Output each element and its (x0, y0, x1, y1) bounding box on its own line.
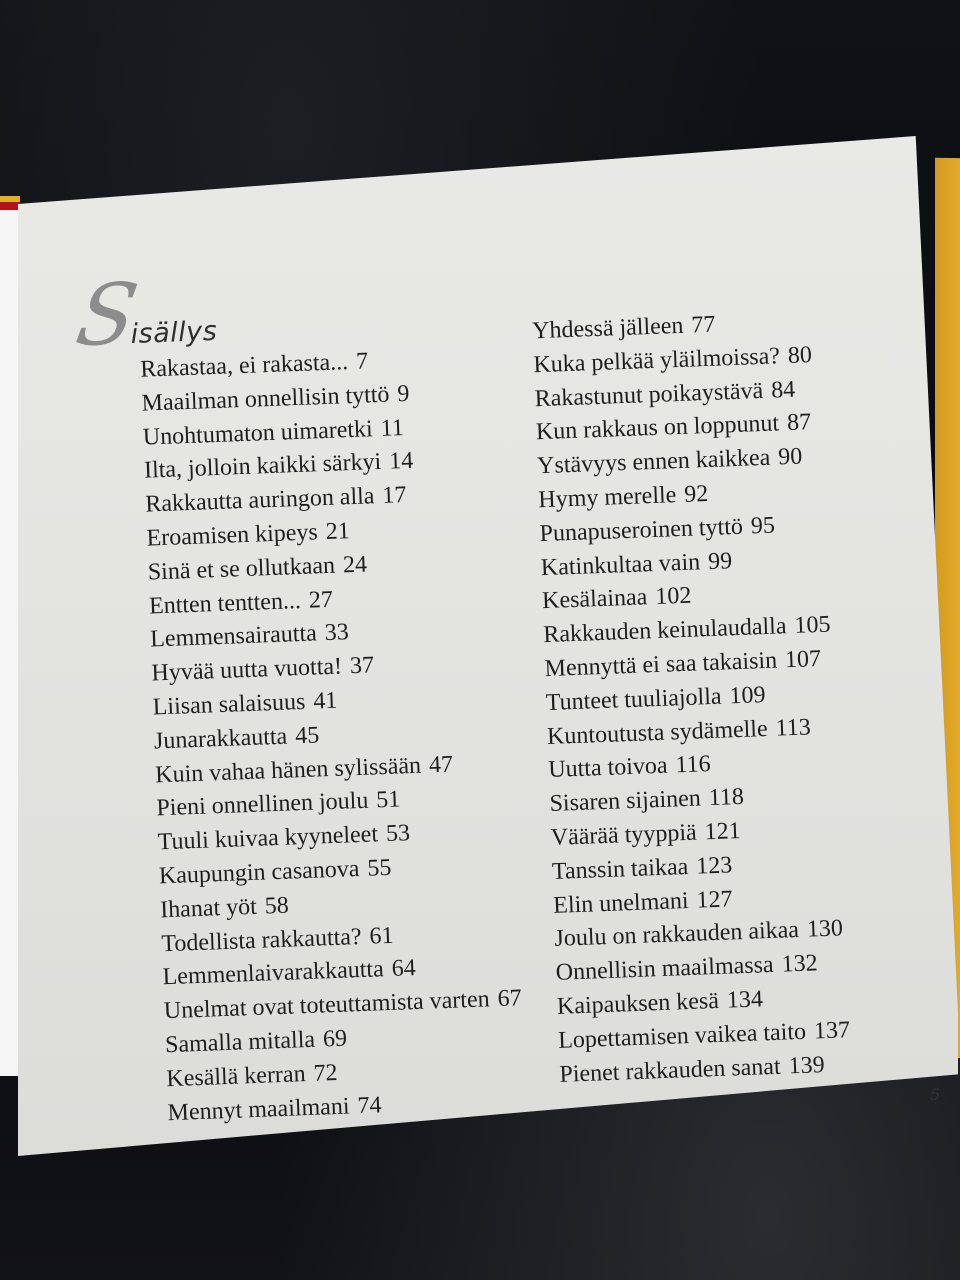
toc-entry-page: 51 (375, 786, 401, 814)
toc-entry-page: 11 (380, 414, 405, 442)
toc-entry-page: 139 (788, 1051, 826, 1079)
toc-entry-page: 61 (369, 922, 394, 950)
toc-entry-title: Tanssin taikaa (551, 853, 689, 885)
toc-entry-title: Kesälainaa (541, 584, 648, 615)
toc-entry-title: Mennyt maailmani (167, 1093, 350, 1126)
toc-entry-title: Rakkauden keinulaudalla (542, 613, 787, 649)
toc-entry-title: Kaipauksen kesä (556, 987, 720, 1020)
toc-entry-page: 92 (683, 480, 709, 508)
toc-left-column (140, 341, 526, 1131)
toc-entry-title: Rakastunut poikaystävä (534, 377, 764, 412)
toc-entry-page: 55 (366, 854, 392, 882)
toc-entry-title: Rakastaa, ei rakasta... (139, 349, 349, 383)
toc-entry-title: Sinä et se ollutkaan (147, 552, 336, 586)
toc-entry-page: 64 (391, 955, 417, 983)
toc-entry-page: 102 (654, 583, 692, 611)
toc-entry-page: 80 (787, 341, 813, 369)
toc-entry-page: 105 (793, 611, 831, 640)
toc-entry-title: Eroamisen kipeys (146, 519, 319, 552)
toc-heading-text: isällys (130, 315, 218, 351)
toc-entry-page: 116 (675, 751, 712, 779)
toc-entry-title: Kuntoutusta sydämelle (546, 715, 769, 750)
toc-entry-title: Rakkautta auringon alla (144, 483, 375, 518)
toc-entry-page: 121 (704, 817, 742, 846)
toc-entry-page: 74 (356, 1091, 382, 1119)
toc-entry-page: 37 (349, 652, 375, 680)
toc-entry-title: Väärää tyyppiä (550, 819, 698, 851)
toc-entry-page: 45 (294, 722, 320, 750)
toc-entry-page: 47 (428, 751, 454, 778)
toc-entry-page: 107 (784, 645, 822, 674)
toc-entry-title: Elin unelmani (552, 887, 689, 919)
toc-entry-page: 84 (770, 376, 796, 404)
toc-entry-page: 90 (777, 443, 803, 471)
toc-entry-title: Hymy merelle (537, 482, 677, 514)
toc-entry-title: Lemmenlaivarakkautta (162, 956, 385, 991)
toc-entry-page: 14 (388, 448, 414, 476)
toc-entry-page: 95 (750, 512, 776, 540)
toc-entry-title: Kaupungin casanova (158, 855, 360, 890)
toc-entry-page: 130 (806, 915, 844, 943)
toc-entry-title: Ihanat yöt (159, 893, 258, 924)
toc-entry-page: 24 (342, 551, 368, 579)
toc-entry-page: 17 (381, 482, 407, 510)
toc-entry-title: Todellista rakkautta? (160, 923, 363, 957)
toc-entry-page: 123 (695, 852, 733, 880)
toc-entry-title: Unohtumaton uimaretki (142, 415, 374, 451)
toc-entry-title: Punapuseroinen tyttö (539, 513, 744, 547)
toc-entry-title: Joulu on rakkauden aikaa (554, 917, 800, 953)
toc-entry-title: Sisaren sijainen (549, 785, 702, 818)
toc-entry-page: 109 (729, 681, 766, 710)
toc-entry-page: 58 (264, 892, 290, 920)
toc-entry-title: Ilta, jolloin kaikki särkyi (143, 449, 382, 485)
toc-entry-title: Junarakkautta (153, 723, 288, 755)
toc-entry-title: Katinkultaa vain (540, 548, 701, 581)
toc-entry-page: 41 (312, 687, 338, 715)
toc-entry-title: Samalla mitalla (164, 1026, 316, 1059)
toc-entry-title: Pieni onnellinen joulu (155, 788, 369, 822)
toc-heading-initial: S (69, 264, 145, 366)
page-number: 5 (930, 1085, 941, 1104)
toc-entry-page: 69 (322, 1025, 348, 1053)
toc-entry-page: 132 (781, 950, 819, 978)
toc-entry-page: 77 (690, 311, 716, 339)
toc-entry-page: 127 (696, 885, 733, 914)
toc-entry-title: Uutta toivoa (547, 753, 669, 784)
toc-entry-page: 33 (324, 619, 350, 647)
toc-heading (69, 264, 218, 366)
toc-entry-page: 134 (726, 986, 764, 1014)
toc-entry-title: Entten tentten... (148, 587, 302, 620)
toc-entry-page: 67 (497, 985, 523, 1013)
toc-entry-title: Unelmat ovat toteuttamista varten (163, 986, 491, 1025)
toc-entry-title: Tuuli kuivaa kyyneleet (157, 821, 379, 856)
toc-entry-page: 87 (786, 409, 812, 437)
toc-entry-page: 99 (707, 547, 733, 575)
toc-entry-page: 113 (775, 713, 812, 742)
toc-entry-title: Ystävyys ennen kaikkea (536, 444, 771, 480)
toc-entry-title: Kesällä kerran (165, 1060, 307, 1092)
toc-entry-title: Kuka pelkää yläilmoissa? (532, 343, 781, 379)
toc-entry-page: 9 (396, 380, 410, 408)
toc-entry-page: 137 (813, 1016, 851, 1045)
toc-entry-page: 53 (385, 820, 411, 848)
toc-entry-title: Pienet rakkauden sanat (559, 1053, 782, 1088)
toc-right-column (532, 305, 852, 1093)
toc-entry-title: Tunteet tuuliajolla (545, 683, 722, 716)
toc-entry-page: 118 (708, 784, 745, 812)
toc-entry-title: Lemmensairautta (149, 620, 318, 653)
toc-entry-title: Kuin vahaa hänen sylissään (154, 752, 422, 788)
toc-entry-title: Kun rakkaus on loppunut (535, 410, 780, 446)
toc-entry-page: 7 (355, 348, 369, 375)
toc-entry-title: Maailman onnellisin tyttö (141, 381, 390, 417)
toc-entry-title: Yhdessä jälleen (531, 312, 684, 345)
toc-entry-page: 27 (308, 586, 334, 614)
toc-entry-title: Lopettamisen vaikea taito (557, 1018, 807, 1054)
toc-entry-title: Onnellisin maailmassa (555, 952, 775, 987)
toc-entry-page: 21 (325, 518, 351, 545)
toc-entry-title: Liisan salaisuus (152, 688, 306, 721)
toc-entry-page: 72 (313, 1059, 339, 1087)
toc-entry-title: Mennyttä ei saa takaisin (544, 647, 778, 683)
toc-entry-title: Hyvää uutta vuotta! (151, 653, 343, 687)
